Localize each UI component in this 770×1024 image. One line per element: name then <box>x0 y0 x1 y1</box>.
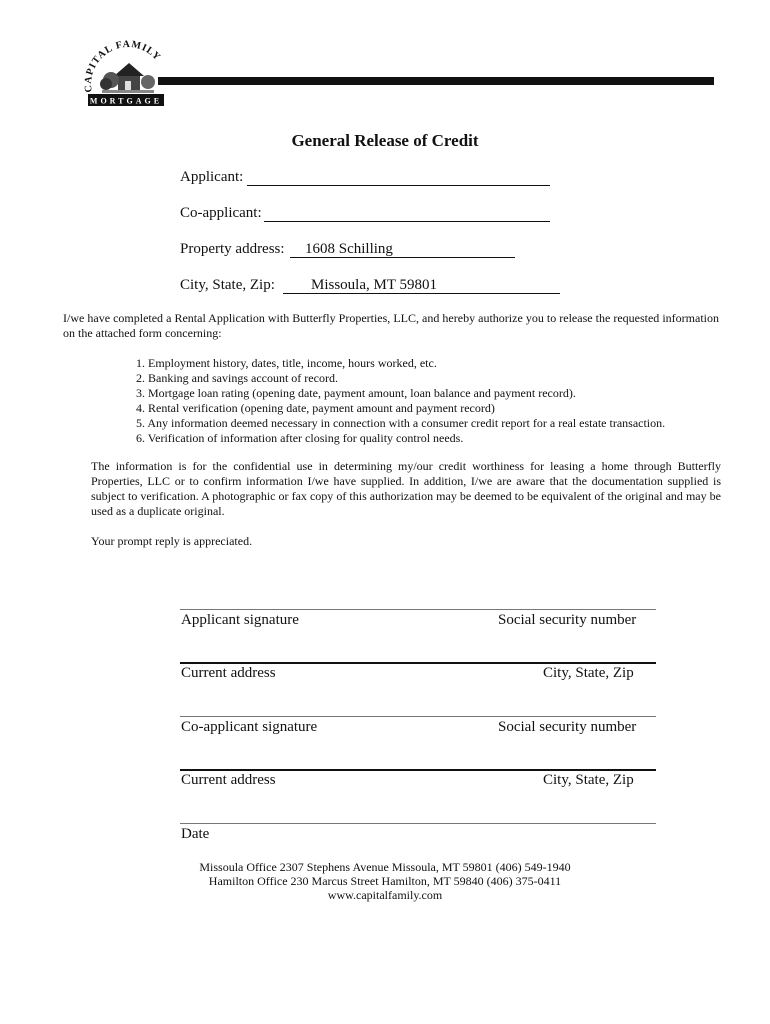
current-address-label-2: Current address <box>181 772 276 788</box>
applicant-label: Applicant: <box>180 169 244 185</box>
footer-hamilton-office: Hamilton Office 230 Marcus Street Hamilton, MT 59840 (406) 375-0411 <box>208 874 562 888</box>
date-label: Date <box>181 826 210 842</box>
list-item: 4. Rental verification (opening date, payment amount and payment record) <box>136 401 495 415</box>
authorization-paragraph: I/we have completed a Rental Application with Butterfly Properties, LLC, and hereby authorize you to release the requested information on the attached form concerning: <box>63 311 719 340</box>
city-state-zip-label-1: City, State, Zip <box>543 665 634 681</box>
coapplicant-signature-line[interactable] <box>180 716 656 717</box>
current-address-line-1[interactable] <box>180 662 656 664</box>
coapplicant-label: Co-applicant: <box>180 205 262 221</box>
applicant-line <box>247 185 550 186</box>
applicant-signature-label: Applicant signature <box>181 612 299 628</box>
footer-missoula-office: Missoula Office 2307 Stephens Avenue Missoula, MT 59801 (406) 549-1940 <box>199 860 571 874</box>
current-address-line-2[interactable] <box>180 769 656 771</box>
information-list <box>136 356 665 446</box>
date-line[interactable] <box>180 823 656 824</box>
ssn-label-2: Social security number <box>498 719 637 735</box>
city-state-zip-field[interactable] <box>180 274 564 296</box>
company-logo <box>78 36 174 110</box>
header-rule <box>158 77 714 85</box>
house-seal-icon <box>78 36 174 110</box>
coapplicant-line <box>264 221 550 222</box>
ssn-label-1: Social security number <box>498 612 637 628</box>
document-title: General Release of Credit <box>291 131 479 150</box>
property-address-field[interactable] <box>180 238 520 260</box>
applicant-field[interactable] <box>180 166 552 188</box>
list-item: 2. Banking and savings account of record. <box>136 371 338 385</box>
list-item: 1. Employment history, dates, title, income, hours worked, etc. <box>136 356 437 370</box>
current-address-label-1: Current address <box>181 665 276 681</box>
city-state-zip-value: Missoula, MT 59801 <box>311 277 437 293</box>
coapplicant-signature-label: Co-applicant signature <box>181 719 318 735</box>
city-state-zip-label-2: City, State, Zip <box>543 772 634 788</box>
city-state-zip-label: City, State, Zip: <box>180 277 275 293</box>
footer-website: www.capitalfamily.com <box>327 888 443 902</box>
property-address-label: Property address: <box>180 241 285 257</box>
list-item: 6. Verification of information after closing for quality control needs. <box>136 431 464 445</box>
prompt-reply-text: Your prompt reply is appreciated. <box>91 534 253 548</box>
list-item: 5. Any information deemed necessary in connection with a consumer credit report for a real estate transaction. <box>136 416 666 430</box>
confidentiality-paragraph: The information is for the confidential use in determining my/our credit worthiness for leasing a home through Butterfly Properties, LLC or to confirm information I/we have supplied. In addition, I/we are aware that the documentation supplied is subject to verification. A photographic or fax copy of this authorization may be deemed to be equivalent of the original and may be used as a duplicate original. <box>91 459 721 518</box>
applicant-signature-line[interactable] <box>180 609 656 610</box>
coapplicant-field[interactable] <box>180 202 552 224</box>
logo-banner-text: MORTGAGE <box>89 96 163 106</box>
list-item: 3. Mortgage loan rating (opening date, payment amount, loan balance and payment record). <box>136 386 576 400</box>
property-address-value: 1608 Schilling <box>305 241 393 257</box>
logo-arc-text: CAPITAL FAMILY <box>82 39 163 93</box>
